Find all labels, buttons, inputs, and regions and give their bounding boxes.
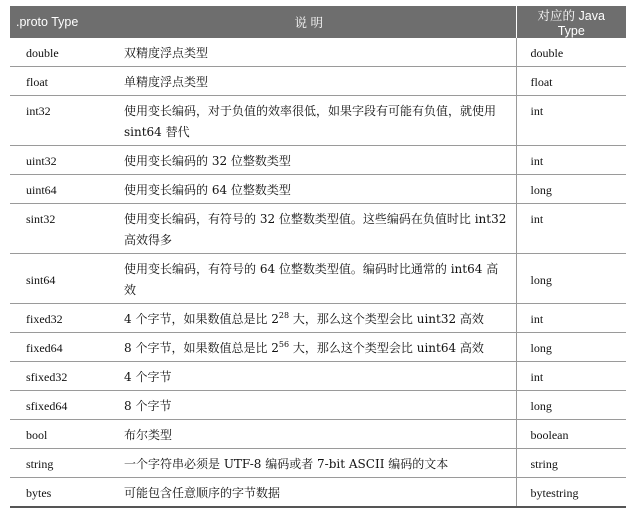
description-cell: [102, 304, 516, 333]
description-cell: 8 个字节: [102, 391, 516, 420]
description-cell: 布尔类型: [102, 420, 516, 449]
proto-type-cell: fixed32: [10, 304, 102, 333]
description-cell: 使用变长编码的 32 位整数类型: [102, 146, 516, 175]
table-row: [10, 304, 626, 333]
proto-type-cell: sint64: [10, 254, 102, 304]
description-cell: 使用变长编码的 64 位整数类型: [102, 175, 516, 204]
java-type-cell: int: [516, 96, 626, 146]
java-type-cell: int: [516, 146, 626, 175]
proto-type-cell: bytes: [10, 478, 102, 508]
description-text-pre: 4 个字节，如果数值总是比 2: [124, 312, 279, 326]
header-proto-type: .proto Type: [10, 6, 102, 38]
description-cell: [102, 333, 516, 362]
description-cell: 使用变长编码，有符号的 64 位整数类型值。编码时比通常的 int64 高效: [102, 254, 516, 304]
java-type-cell: long: [516, 391, 626, 420]
table-row: [10, 362, 626, 391]
header-description: 说 明: [102, 6, 516, 38]
proto-type-cell: sfixed32: [10, 362, 102, 391]
description-cell: 一个字符串必须是 UTF-8 编码或者 7-bit ASCII 编码的文本: [102, 449, 516, 478]
proto-type-cell: float: [10, 67, 102, 96]
java-type-cell: string: [516, 449, 626, 478]
java-type-cell: int: [516, 304, 626, 333]
table-row: [10, 67, 626, 96]
table-row: [10, 175, 626, 204]
java-type-cell: long: [516, 333, 626, 362]
java-type-cell: bytestring: [516, 478, 626, 508]
table-row: [10, 38, 626, 67]
table-row: [10, 254, 626, 304]
proto-type-cell: uint32: [10, 146, 102, 175]
table-row: [10, 333, 626, 362]
table-row: [10, 420, 626, 449]
java-type-cell: double: [516, 38, 626, 67]
description-cell: 使用变长编码，对于负值的效率很低，如果字段有可能有负值，就使用 sint64 替代: [102, 96, 516, 146]
proto-type-cell: sint32: [10, 204, 102, 254]
description-cell: 双精度浮点类型: [102, 38, 516, 67]
java-type-cell: int: [516, 204, 626, 254]
description-text-post: 大，那么这个类型会比 uint64 高效: [289, 341, 484, 355]
proto-type-cell: string: [10, 449, 102, 478]
java-type-cell: long: [516, 175, 626, 204]
header-java-type: 对应的 Java Type: [516, 6, 626, 38]
exponent: 28: [278, 311, 290, 320]
table-row: [10, 204, 626, 254]
table-row: [10, 478, 626, 508]
description-cell: 单精度浮点类型: [102, 67, 516, 96]
java-type-cell: long: [516, 254, 626, 304]
java-type-cell: boolean: [516, 420, 626, 449]
description-cell: 使用变长编码，有符号的 32 位整数类型值。这些编码在负值时比 int32 高效得多: [102, 204, 516, 254]
table-row: [10, 449, 626, 478]
java-type-cell: float: [516, 67, 626, 96]
type-mapping-table-container: [10, 6, 626, 508]
proto-type-cell: int32: [10, 96, 102, 146]
proto-type-cell: bool: [10, 420, 102, 449]
description-text-pre: 8 个字节，如果数值总是比 2: [124, 341, 279, 355]
table-row: [10, 391, 626, 420]
java-type-cell: int: [516, 362, 626, 391]
type-mapping-table: [10, 6, 626, 508]
description-cell: 可能包含任意顺序的字节数据: [102, 478, 516, 508]
table-row: [10, 146, 626, 175]
exponent: 56: [278, 340, 290, 349]
proto-type-cell: double: [10, 38, 102, 67]
proto-type-cell: fixed64: [10, 333, 102, 362]
proto-type-cell: sfixed64: [10, 391, 102, 420]
table-header-row: [10, 6, 626, 38]
proto-type-cell: uint64: [10, 175, 102, 204]
table-row: [10, 96, 626, 146]
description-cell: 4 个字节: [102, 362, 516, 391]
description-text-post: 大，那么这个类型会比 uint32 高效: [289, 312, 484, 326]
